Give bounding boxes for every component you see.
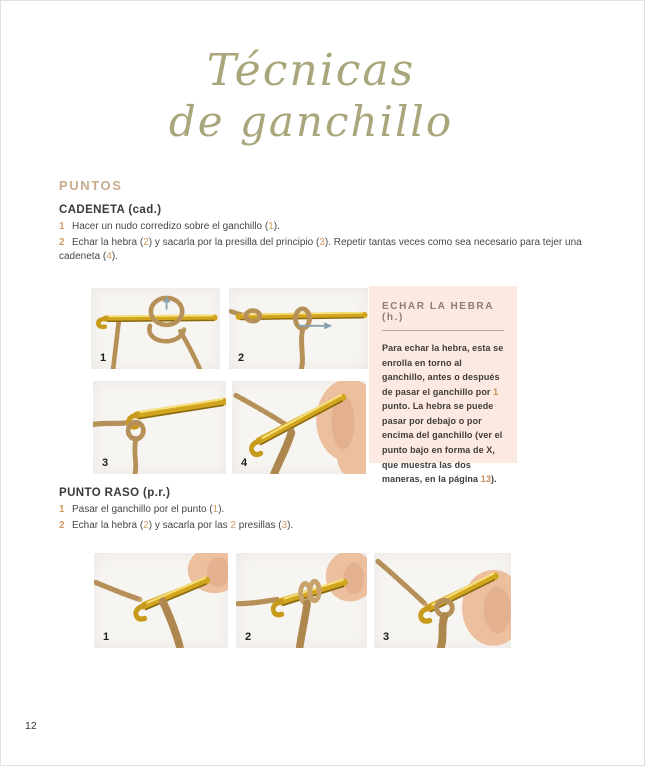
photo-step-number: 2	[238, 352, 245, 364]
photo-step-number: 3	[383, 631, 390, 643]
hook-into-stitch-illustration	[94, 553, 228, 648]
hand-holding-chain-illustration	[232, 381, 366, 474]
step-number: 1	[59, 221, 65, 232]
loop-on-hook-illustration	[93, 381, 226, 474]
punto-raso-photo-1	[94, 553, 228, 648]
step-number: 2	[59, 519, 65, 531]
subheading-punto-raso: PUNTO RASO (p.r.)	[59, 487, 171, 499]
page-title-line2: de ganchillo	[168, 97, 454, 146]
step-text: Echar la hebra (2) y sacarla por las 2 presillas (3).	[72, 519, 294, 531]
page-number: 12	[25, 720, 37, 732]
photo-step-number: 2	[245, 631, 252, 643]
cadeneta-photo-4	[232, 381, 366, 474]
slip-knot-on-hook-illustration	[91, 288, 220, 369]
instruction-step	[59, 519, 599, 534]
page-title	[1, 45, 621, 147]
yarn-over-pull-through-illustration	[236, 553, 367, 648]
punto-raso-photo-3	[374, 553, 511, 648]
photo-step-number: 1	[100, 352, 107, 364]
instruction-step	[59, 220, 599, 235]
punto-raso-instructions	[59, 503, 599, 534]
finished-slip-stitch-illustration	[374, 553, 511, 648]
step-number: 1	[59, 504, 65, 515]
photo-step-number: 1	[103, 631, 110, 643]
step-text: Pasar el ganchillo por el punto (1).	[72, 504, 225, 515]
tip-box-heading: ECHAR LA HEBRA (h.)	[382, 301, 504, 331]
page-title-line1: Técnicas	[206, 45, 416, 96]
photo-step-number: 3	[102, 457, 109, 469]
step-number: 2	[59, 236, 65, 248]
instruction-step	[59, 503, 599, 518]
tip-box-body: Para echar la hebra, esta se enrolla en torno al ganchillo, antes o después de pasar el ganchillo por 1 punto. La hebra se puede pasar por debajo o por encima del ganchillo (ver el punto bajo en forma de X, que muestra las dos maneras, en la página 13).	[382, 343, 504, 485]
subheading-cadeneta: CADENETA (cad.)	[59, 204, 162, 216]
cadeneta-photo-1	[91, 288, 220, 369]
yarn-over-arrow-illustration	[229, 288, 368, 369]
tip-box-echar-la-hebra	[369, 286, 517, 485]
punto-raso-photo-2	[236, 553, 367, 648]
photo-step-number: 4	[241, 457, 248, 469]
instruction-step	[59, 236, 599, 265]
section-heading-puntos: PUNTOS	[59, 178, 123, 193]
step-text: Hacer un nudo corredizo sobre el ganchillo (1).	[72, 221, 280, 232]
cadeneta-photo-3	[93, 381, 226, 474]
step-text: Echar la hebra (2) y sacarla por la presilla del principio (3). Repetir tantas veces como sea necesario para tejer una cadeneta (4).	[59, 236, 582, 262]
cadeneta-instructions	[59, 220, 599, 266]
cadeneta-photo-2	[229, 288, 368, 369]
